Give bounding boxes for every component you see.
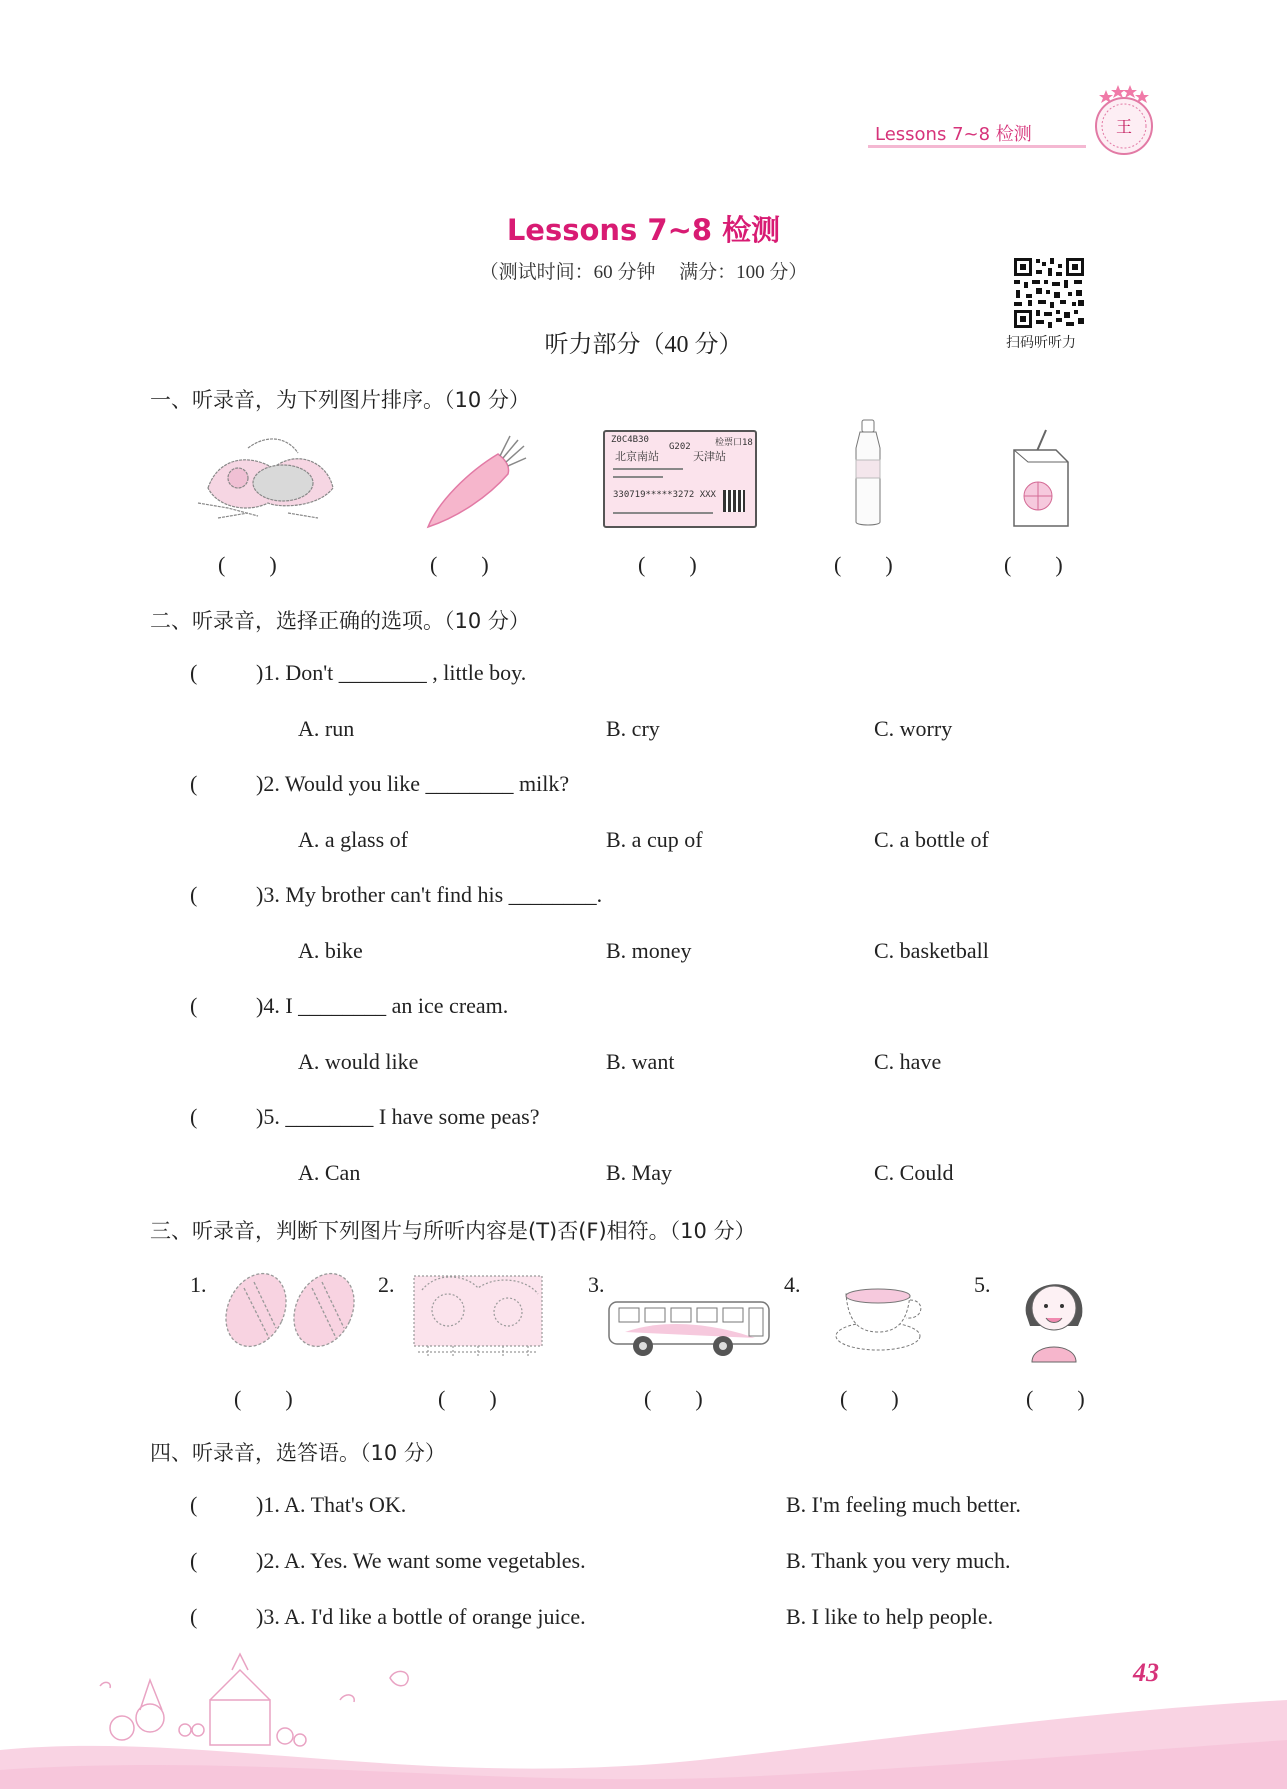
header-divider [868,145,1086,148]
open-paren[interactable]: ( [190,882,198,907]
ticket-line [613,468,683,470]
question-stem[interactable]: )1. A. That's OK. [256,1492,407,1517]
ticket-to: 天津站 [693,450,726,463]
item-number: 2. [378,1272,395,1297]
option-a[interactable]: A. Can [298,1160,361,1185]
answer-blank[interactable]: ( ) [234,1386,293,1411]
qr-code-icon[interactable] [1012,256,1086,330]
city-scene-icon [408,1270,548,1362]
question-stem[interactable]: )3. A. I'd like a bottle of orange juice. [256,1604,586,1629]
option-b[interactable]: B. cry [606,716,660,741]
option-a[interactable]: A. a glass of [298,827,408,852]
ticket-from: 北京南站 [615,450,659,463]
option-c[interactable]: C. Could [874,1160,954,1185]
test-info: （测试时间：60 分钟 满分：100 分） [479,262,808,283]
section-3-title: 三、听录音，判断下列图片与所听内容是(T)否(F)相符。（10 分） [150,1219,756,1243]
footer-wave-decoration [0,1640,1287,1789]
option-b[interactable]: B. money [606,938,692,963]
question-stem: )2. Would you like ________ milk? [256,771,570,796]
open-paren[interactable]: ( [190,660,198,685]
item-number: 1. [190,1272,207,1297]
open-paren[interactable]: ( [190,993,198,1018]
item-number: 4. [784,1272,801,1297]
ticket-serial: 330719*****3272 XXX [613,490,716,500]
option-b[interactable]: B. want [606,1049,675,1074]
ticket-code: Z0C4B30 [611,435,649,445]
option-b[interactable]: B. I'm feeling much better. [786,1492,1021,1517]
item-number: 3. [588,1272,605,1297]
section-1-title: 一、听录音，为下列图片排序。（10 分） [150,388,530,412]
part-title: 听力部分（40 分） [544,332,743,358]
ticket-line [613,476,663,478]
answer-blank[interactable]: ( ) [644,1386,703,1411]
option-c[interactable]: C. a bottle of [874,827,989,852]
question-stem: )5. ________ I have some peas? [256,1104,540,1129]
option-a[interactable]: A. would like [298,1049,419,1074]
open-paren[interactable]: ( [190,771,198,796]
bus-icon [605,1298,775,1364]
answer-blank[interactable]: ( ) [430,552,489,577]
option-b[interactable]: B. Thank you very much. [786,1548,1011,1573]
qr-label: 扫码听听力 [1006,335,1076,351]
answer-blank[interactable]: ( ) [840,1386,899,1411]
train-ticket-icon [603,430,757,528]
open-paren[interactable]: ( [190,1104,198,1129]
option-a[interactable]: A. bike [298,938,363,963]
question-stem[interactable]: )2. A. Yes. We want some vegetables. [256,1548,586,1573]
cabbages-icon [214,1268,368,1352]
section-4-title: 四、听录音，选答语。（10 分） [150,1441,446,1465]
answer-blank[interactable]: ( ) [1026,1386,1085,1411]
open-paren[interactable]: ( [190,1492,198,1517]
brand-logo-icon [1086,78,1162,160]
teacup-icon [832,1272,928,1356]
cabbage-icon [188,428,346,526]
page-number: 43 [1133,1658,1159,1687]
girl-icon [1018,1266,1090,1366]
water-bottle-icon [848,418,888,528]
option-c[interactable]: C. basketball [874,938,989,963]
answer-blank[interactable]: ( ) [218,552,277,577]
open-paren[interactable]: ( [190,1604,198,1629]
ticket-train: G202 [669,442,691,452]
option-b[interactable]: B. I like to help people. [786,1604,994,1629]
answer-blank[interactable]: ( ) [438,1386,497,1411]
answer-blank[interactable]: ( ) [1004,552,1063,577]
open-paren[interactable]: ( [190,1548,198,1573]
question-stem: )3. My brother can't find his ________. [256,882,603,907]
answer-blank[interactable]: ( ) [834,552,893,577]
ticket-qr-icon [723,490,745,512]
question-stem: )4. I ________ an ice cream. [256,993,509,1018]
question-stem: )1. Don't ________ , little boy. [256,660,527,685]
svg-text:王: 王 [1115,117,1133,136]
answer-blank[interactable]: ( ) [638,552,697,577]
header-label: Lessons 7~8 检测 [875,124,1032,145]
option-a[interactable]: A. run [298,716,355,741]
option-b[interactable]: B. May [606,1160,672,1185]
option-b[interactable]: B. a cup of [606,827,703,852]
section-2-title: 二、听录音，选择正确的选项。（10 分） [150,609,530,633]
juice-box-icon [1006,428,1076,530]
ticket-gate: 检票口18 [715,438,753,448]
option-c[interactable]: C. worry [874,716,953,741]
item-number: 5. [974,1272,991,1297]
option-c[interactable]: C. have [874,1049,942,1074]
carrot-icon [418,432,528,532]
ticket-line [613,512,713,514]
page-title: Lessons 7~8 检测 [506,213,781,247]
